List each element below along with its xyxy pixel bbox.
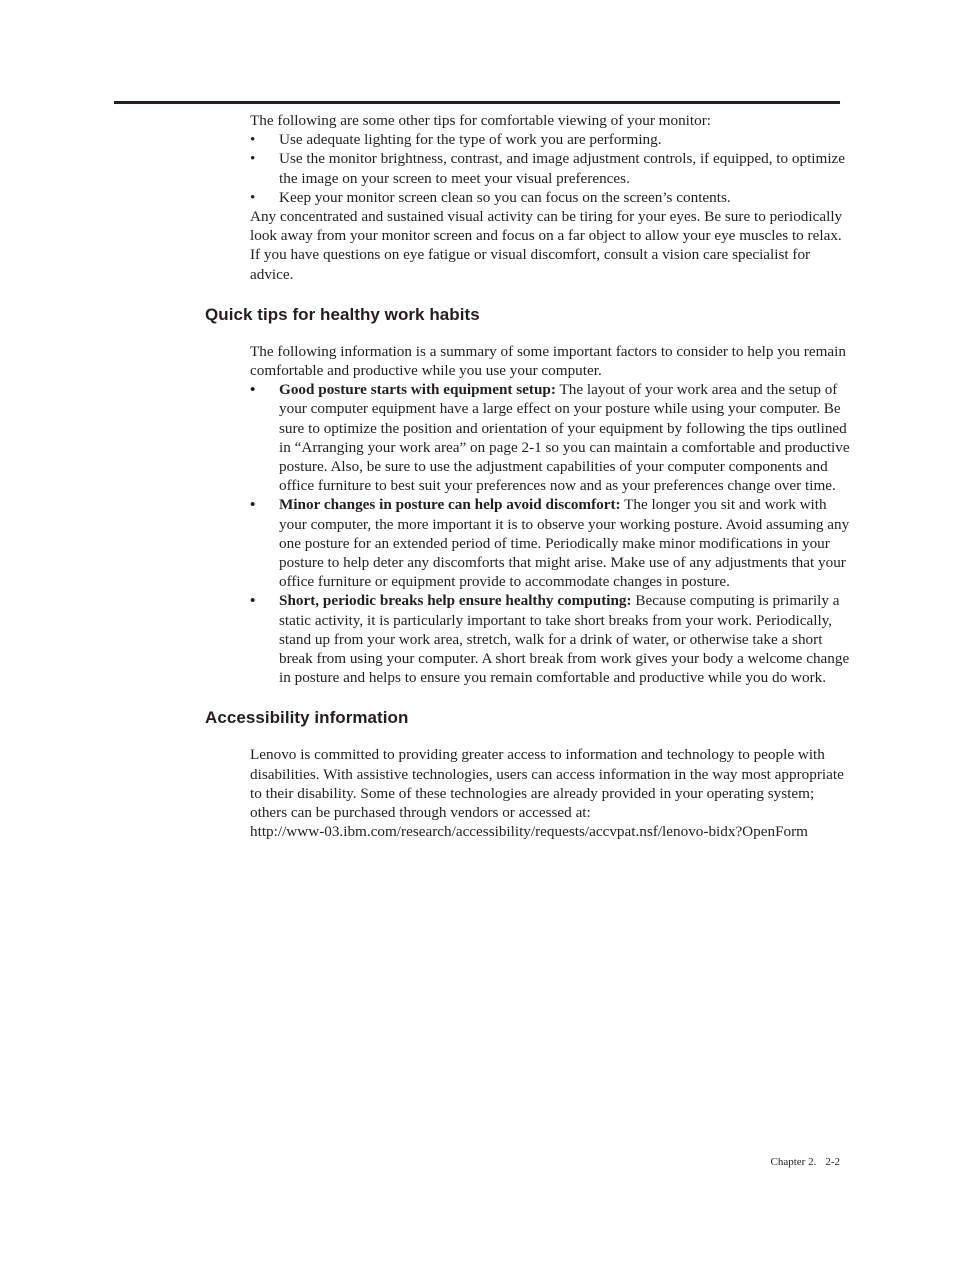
bullet-icon: •	[250, 592, 256, 610]
list-item	[250, 380, 850, 495]
item-text: The longer you sit and work with your computer, the more important it is to observe your working posture. Avoid assuming any one posture for an extended period of time. Periodically make minor modifications in your posture to help deter any discomforts that might arise. Make use of any adjustments that your office furniture or equipment provide to accommodate changes in posture.	[279, 496, 850, 591]
eye-fatigue-paragraph: Any concentrated and sustained visual activity can be tiring for your eyes. Be sure to periodically look away from your monitor screen and focus on a far object to allow your eye muscles to relax. If you have questions on eye fatigue or visual discomfort, consult a vision care specialist for advice.	[250, 208, 843, 283]
footer-page-number: 2-2	[825, 1156, 840, 1168]
page-footer	[771, 1155, 841, 1169]
bullet-icon: •	[250, 381, 256, 399]
list-item	[250, 495, 850, 591]
list-item: • Use the monitor brightness, contrast, and image adjustment controls, if equipped, to optimize the image on your screen to meet your visual preferences.	[250, 150, 846, 187]
bullet-icon: •	[250, 496, 256, 514]
section-heading-accessibility: Accessibility information	[205, 708, 409, 728]
bullet-icon: •	[250, 188, 256, 206]
work-habits-list	[250, 380, 850, 687]
list-item	[250, 591, 850, 687]
list-item: • Keep your monitor screen clean so you can focus on the screen’s contents.	[250, 188, 731, 206]
footer-chapter: Chapter 2.	[770, 1156, 817, 1168]
section-heading-work-habits: Quick tips for healthy work habits	[205, 304, 480, 324]
viewing-tips-intro: The following are some other tips for comfortable viewing of your monitor:	[250, 112, 711, 129]
item-text: The layout of your work area and the setup of your computer equipment have a large effect on your posture while using your computer. Be sure to optimize the position and orientation of your equipment by following the tips outlined in “Arranging your work area” on page 2-1 so you can maintain a comfortable and productive posture. Also, be sure to use the adjustment capabilities of your computer components and office furniture to best suit your preferences now and as your preferences change over time.	[279, 381, 850, 495]
accessibility-paragraph: Lenovo is committed to providing greater access to information and technology to people with disabilities. With assistive technologies, users can access information in the way most appropriate to their disability. Some of these technologies are already provided in your operating system; others can be purchased through vendors or accessed at:	[250, 746, 844, 822]
bullet-icon: •	[250, 131, 256, 149]
item-text: Because computing is primarily a static activity, it is particularly important to take short breaks from your work. Periodically, stand up from your work area, stretch, walk for a drink of water, or otherwise take a short break from using your computer. A short break from work gives your body a welcome change in posture and helps to ensure you remain comfortable and productive while you do work.	[279, 592, 850, 687]
list-item: • Use adequate lighting for the type of work you are performing.	[250, 131, 662, 149]
item-lead: Minor changes in posture can help avoid discomfort:	[279, 496, 621, 514]
item-lead: Good posture starts with equipment setup:	[279, 381, 556, 399]
viewing-tips-list	[250, 130, 850, 207]
page-content	[205, 111, 850, 842]
accessibility-url[interactable]: http://www-03.ibm.com/research/accessibility/requests/accvpat.nsf/lenovo-bidx?OpenForm	[250, 823, 808, 841]
top-rule	[114, 101, 840, 104]
work-habits-intro: The following information is a summary of some important factors to consider to help you remain comfortable and productive while you use your computer.	[250, 342, 846, 380]
item-lead: Short, periodic breaks help ensure healthy computing:	[279, 592, 632, 610]
bullet-icon: •	[250, 150, 256, 168]
